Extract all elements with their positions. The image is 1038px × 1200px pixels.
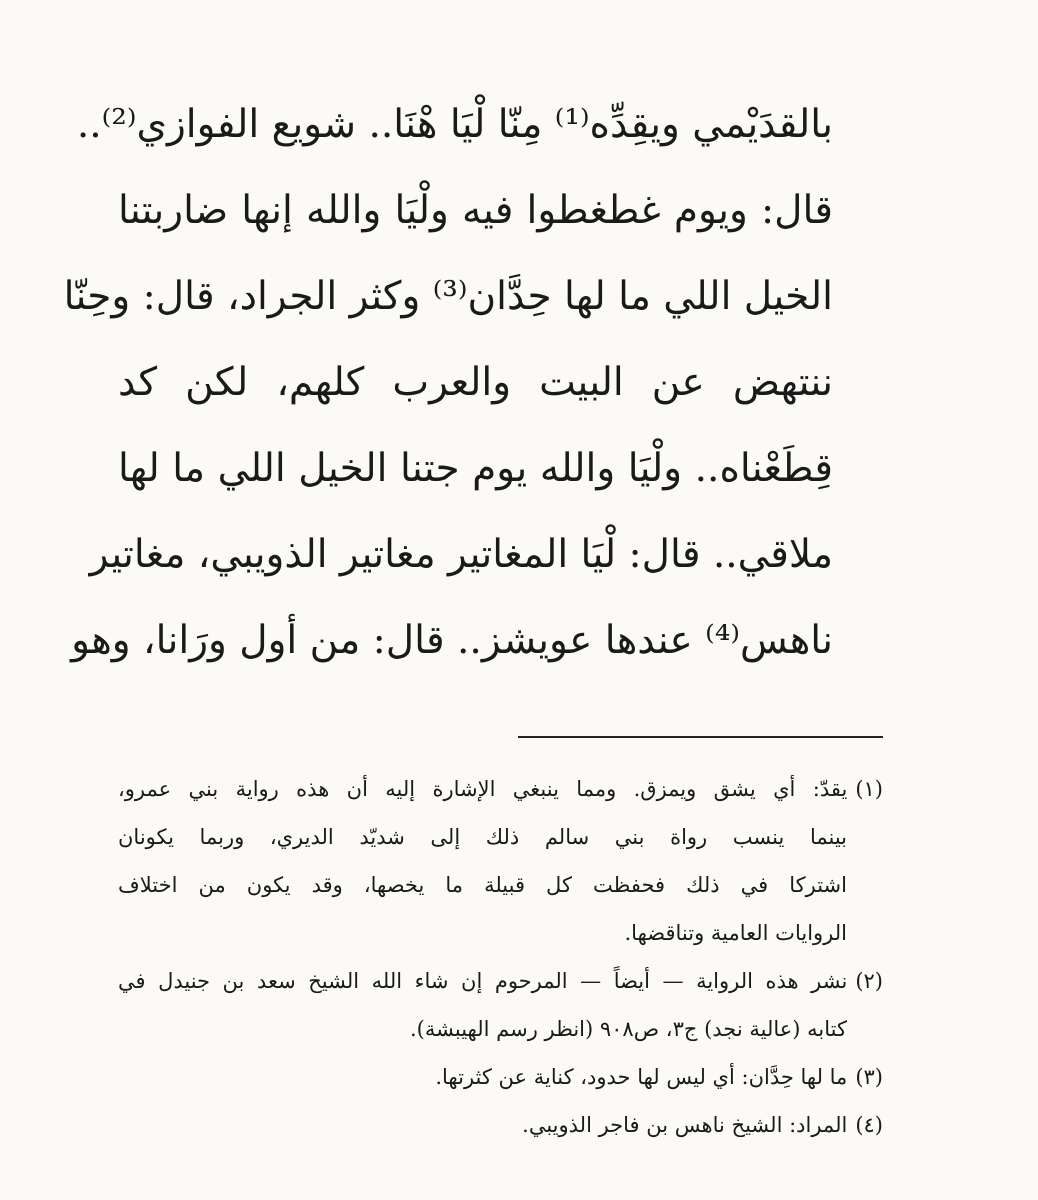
footnote-number: (٢) — [855, 969, 883, 993]
footnotes-block — [118, 765, 883, 1149]
footnote-1-line: (١)يقدّ: أي يشق ويمزق. ومما ينبغي الإشارة إليه أن هذه رواية بني عمرو، — [118, 765, 883, 813]
footnote-number: (٣) — [855, 1065, 883, 1089]
footnote-number: (١) — [855, 777, 883, 801]
footnote-number: (٤) — [855, 1113, 883, 1137]
main-text-line: قِطَعْناه.. ولْيَا والله يوم جتنا الخيل اللي ما لها — [118, 446, 833, 491]
footnote-1-line: اشتركا في ذلك فحفظت كل قبيلة ما يخصها، وقد يكون من اختلاف — [118, 873, 847, 897]
main-text-line: الخيل اللي ما لها حِدَّان⁽³⁾ وكثر الجراد، قال: وحِنّا — [63, 274, 833, 319]
main-text-line: ننتهض عن البيت والعرب كلهم، لكن كد — [118, 360, 833, 405]
footnote-1-line: بينما ينسب رواة بني سالم ذلك إلى شديّد الديري، وربما يكونان — [118, 825, 847, 849]
main-text-line: ناهس⁽⁴⁾ عندها عويشز.. قال: من أول ورَانا، وهو — [71, 618, 833, 663]
footnote-2-line: كتابه (عالية نجد) ج٣، ص٩٠٨ (انظر رسم الهيبشة). — [410, 1017, 847, 1041]
footnote-2-line: (٢)نشر هذه الرواية — أيضاً — المرحوم إن شاء الله الشيخ سعد بن جنيدل في — [118, 957, 883, 1005]
footnote-1-line: الروايات العامية وتناقضها. — [624, 921, 847, 945]
footnote-divider — [518, 736, 883, 738]
main-text-line: بالقدَيْمي ويقِدِّه⁽¹⁾ مِنّا لْيَا هْنَا.. شويع الفوازي⁽²⁾.. — [76, 102, 833, 147]
main-text-block — [63, 82, 833, 684]
footnote-4-line: (٤)المراد: الشيخ ناهس بن فاجر الذويبي. — [118, 1101, 883, 1149]
main-text-line: قال: ويوم غطغطوا فيه ولْيَا والله إنها ضاربتنا — [118, 188, 833, 233]
main-text-line: ملاقي.. قال: لْيَا المغاتير مغاتير الذويبي، مغاتير — [89, 532, 833, 577]
footnote-3-line: (٣)ما لها حِدَّان: أي ليس لها حدود، كناية عن كثرتها. — [118, 1053, 883, 1101]
